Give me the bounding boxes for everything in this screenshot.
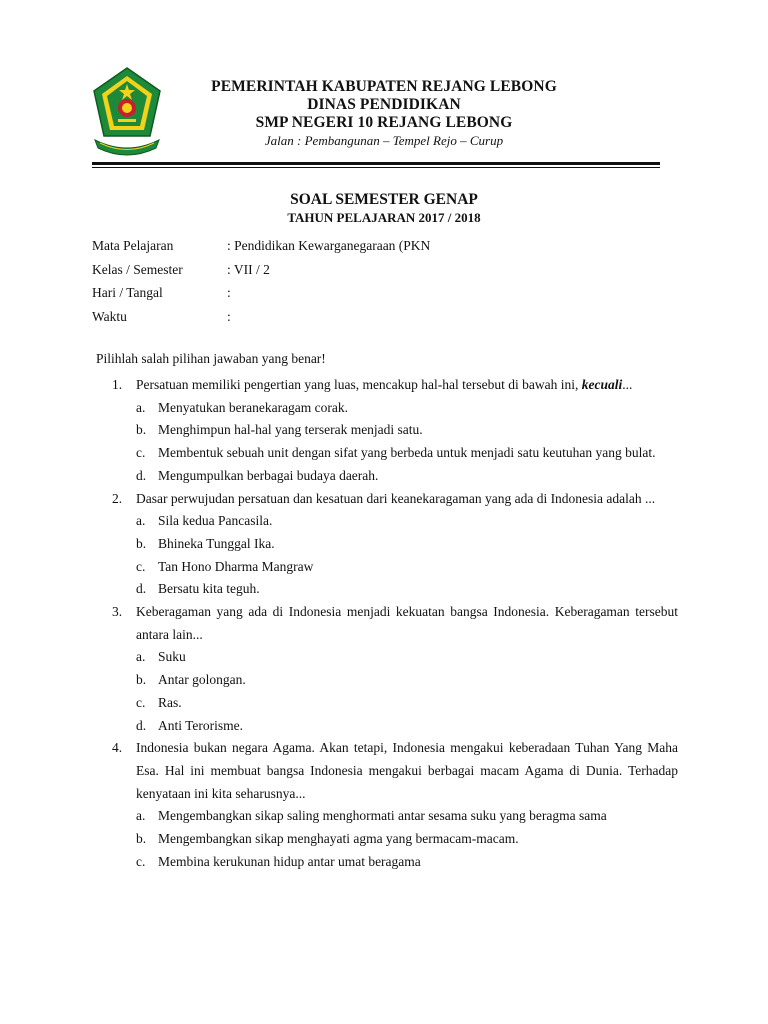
option[interactable] [136, 828, 678, 851]
question-4-options [112, 805, 678, 873]
option-letter: c. [136, 694, 146, 710]
letterhead-divider-thick [92, 162, 660, 165]
option-letter: c. [136, 445, 146, 461]
question-1 [112, 374, 678, 397]
option-text: Membina kerukunan hidup antar umat beragama [158, 853, 421, 869]
question-text [136, 374, 678, 397]
option-letter: a. [136, 513, 146, 529]
option-text: Ras. [158, 694, 182, 710]
question-3 [112, 601, 678, 646]
option-letter: a. [136, 399, 146, 415]
option[interactable] [136, 669, 678, 692]
letterhead-school: SMP NEGERI 10 REJANG LEBONG [255, 114, 513, 131]
option-letter: b. [136, 672, 147, 688]
question-text-part: Persatuan memiliki pengertian yang luas, mencakup hal-hal tersebut di bawah ini, [136, 377, 579, 392]
letterhead-divider-thin [92, 167, 660, 168]
option-letter: c. [136, 853, 146, 869]
option-text: Suku [158, 649, 186, 665]
option-text: Mengembangkan sikap menghayati agma yang bermacam-macam. [158, 831, 519, 847]
option[interactable] [136, 715, 678, 738]
question-2-options [112, 510, 678, 601]
option-text: Mengembangkan sikap saling menghormati antar sesama suku yang beragma sama [158, 808, 607, 824]
option[interactable] [136, 805, 678, 828]
letterhead [170, 78, 598, 149]
info-value: : [227, 285, 231, 300]
option[interactable] [136, 419, 678, 442]
option-letter: c. [136, 558, 146, 574]
option[interactable] [136, 578, 678, 601]
option[interactable] [136, 646, 678, 669]
question-keyword: kecuali [581, 377, 623, 392]
instruction: Pilihlah salah pilihan jawaban yang benar! [96, 351, 326, 366]
exam-title: SOAL SEMESTER GENAP [290, 191, 478, 208]
info-label: Waktu [92, 308, 127, 324]
option-letter: d. [136, 467, 147, 483]
info-value: : VII / 2 [227, 261, 270, 277]
option-letter: a. [136, 808, 146, 824]
option-text: Membentuk sebuah unit dengan sifat yang berbeda untuk menjadi satu keutuhan yang bulat. [158, 445, 656, 461]
info-label: Hari / Tangal [92, 285, 163, 300]
option[interactable] [136, 692, 678, 715]
question-1-options [112, 397, 678, 488]
option-text: Tan Hono Dharma Mangraw [158, 558, 314, 574]
option-text: Anti Terorisme. [158, 717, 244, 733]
letterhead-government: PEMERINTAH KABUPATEN REJANG LEBONG [211, 78, 557, 95]
question-number: 4. [112, 740, 123, 756]
question-3-options [112, 646, 678, 737]
info-label: Kelas / Semester [92, 261, 183, 277]
option-letter: b. [136, 422, 147, 438]
question-number: 3. [112, 604, 123, 620]
option-letter: b. [136, 535, 147, 551]
question-4 [112, 737, 678, 805]
info-label: Mata Pelajaran [92, 238, 174, 253]
question-text: Dasar perwujudan persatuan dan kesatuan dari keanekaragaman yang ada di Indonesia adalah ... [136, 490, 656, 506]
option[interactable] [136, 556, 678, 579]
question-text: Keberagaman yang ada di Indonesia menjadi kekuatan bangsa Indonesia. Keberagaman tersebut antara lain... [136, 604, 678, 642]
option-text: Bersatu kita teguh. [158, 581, 260, 597]
option-text: Antar golongan. [158, 672, 246, 688]
info-value: : Pendidikan Kewarganegaraan (PKN [227, 238, 431, 253]
option[interactable] [136, 465, 678, 488]
question-number: 1. [112, 377, 123, 392]
question-list [112, 374, 678, 873]
option-text: Menghimpun hal-hal yang terserak menjadi satu. [158, 422, 423, 438]
question-text: Indonesia bukan negara Agama. Akan tetapi, Indonesia mengakui keberadaan Tuhan Yang Maha Esa. Hal ini membuat bangsa Indonesia mengakui berbagai macam Agama di Dunia. Terhadap kenyataan ini kita seharusnya... [136, 740, 678, 801]
option-letter: a. [136, 649, 146, 665]
question-number: 2. [112, 490, 123, 506]
option-letter: d. [136, 581, 147, 597]
letterhead-address: Jalan : Pembangunan – Tempel Rejo – Curup [264, 133, 504, 148]
option-letter: d. [136, 717, 147, 733]
academic-year: TAHUN PELAJARAN 2017 / 2018 [287, 210, 481, 225]
info-value: : [227, 308, 231, 324]
option-text: Sila kedua Pancasila. [158, 513, 273, 529]
option-letter: b. [136, 831, 147, 847]
option-text: Mengumpulkan berbagai budaya daerah. [158, 467, 379, 483]
option-text: Menyatukan beranekaragam corak. [158, 399, 349, 415]
school-emblem-logo [92, 66, 162, 156]
question-text-part: ... [622, 377, 633, 392]
letterhead-department: DINAS PENDIDIKAN [307, 96, 461, 113]
option[interactable] [136, 851, 678, 874]
option[interactable] [136, 533, 678, 556]
question-2 [112, 488, 678, 511]
option[interactable] [136, 442, 678, 465]
option[interactable] [136, 510, 678, 533]
option[interactable] [136, 397, 678, 420]
option-text: Bhineka Tunggal Ika. [158, 535, 275, 551]
